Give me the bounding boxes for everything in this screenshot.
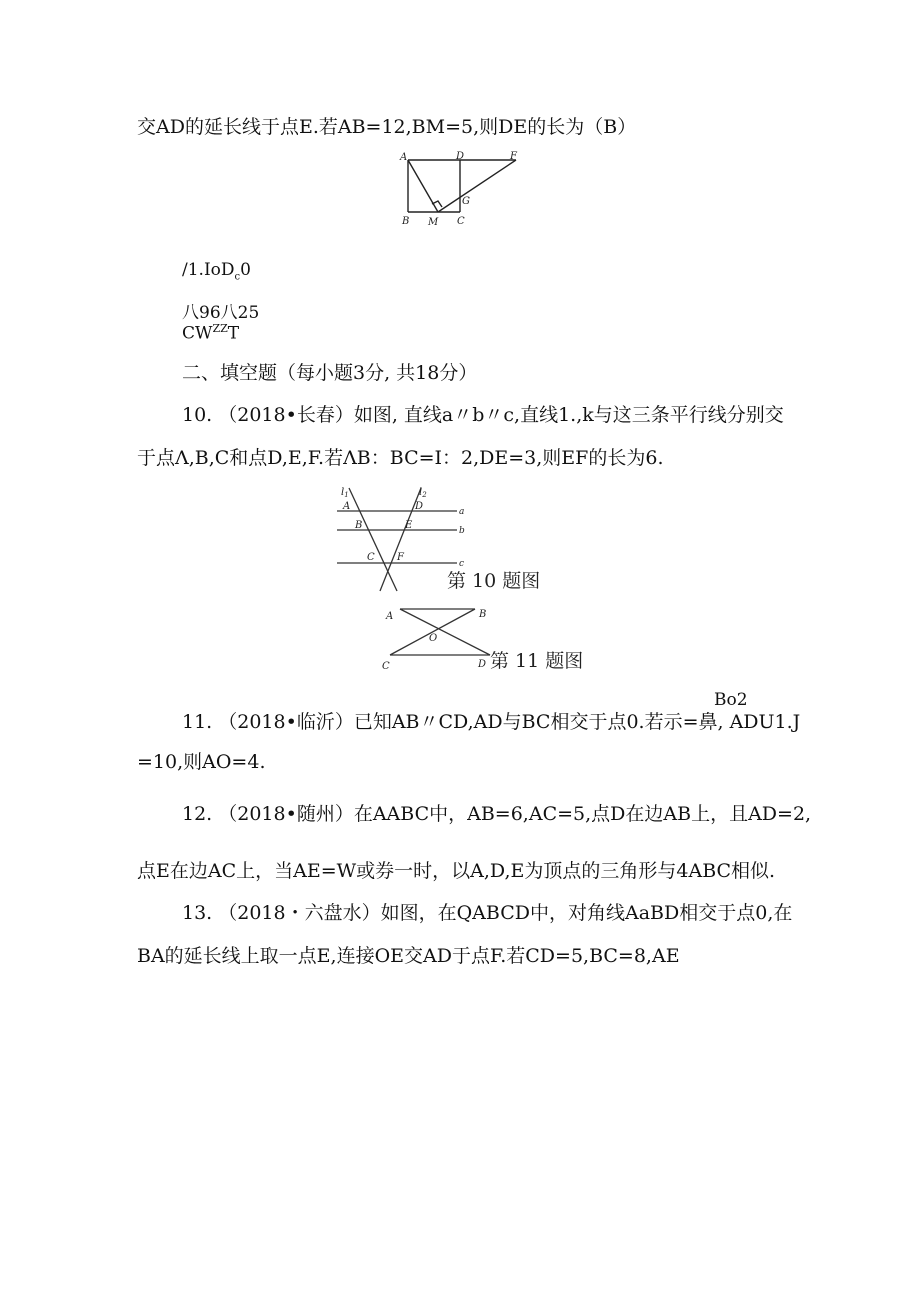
- label-c: c: [459, 559, 465, 569]
- label-C: C: [457, 216, 465, 227]
- label-D: D: [456, 151, 465, 162]
- question-13-line-2: BA的延长线上取一点E,连接OE交AD于点F.若CD=5,BC=8,AE: [137, 945, 680, 967]
- answer-line-3-a: CW: [182, 323, 213, 344]
- label-A: A: [400, 152, 408, 163]
- question-10-line-2: 于点Λ,B,C和点D,E,F.若ΛB：BC=I：2,DE=3,则EF的长为6.: [137, 447, 664, 469]
- answer-line-2: 八96八25: [182, 303, 260, 323]
- figure-q9: [398, 150, 538, 230]
- label-l1: $l_1$: [341, 487, 349, 499]
- label-C: C: [382, 661, 390, 672]
- label-G: G: [462, 196, 470, 207]
- label-M: M: [428, 217, 439, 228]
- answer-line-1-text: /1.IoD: [182, 260, 235, 280]
- label-O: O: [429, 633, 438, 644]
- label-E: E: [405, 520, 413, 531]
- question-10-line-1: 10. （2018•长春）如图, 直线a〃b〃c,直线1.,k与这三条平行线分别交: [182, 404, 784, 426]
- answer-line-1: [182, 260, 251, 282]
- answer-line-3-sup: ZZ: [212, 322, 228, 335]
- question-12-line-2: 点E在边AC上，当AE=W或券一时，以A,D,E为顶点的三角形与4ABC相似.: [137, 860, 776, 882]
- label-B: B: [479, 609, 487, 620]
- question-12-line-1: 12. （2018•随州）在AABC中，AB=6,AC=5,点D在边AB上，且AD=2,: [182, 803, 812, 825]
- stray-fraction-text: Bo2: [714, 690, 748, 710]
- figure-q10: [335, 483, 575, 593]
- label-F: F: [397, 552, 404, 563]
- figure-11-caption: 第 11 题图: [490, 650, 584, 672]
- label-D: D: [478, 659, 487, 670]
- section-heading: 二、填空题（每小题3分, 共18分）: [182, 362, 478, 384]
- label-A: A: [386, 611, 394, 622]
- question-9-tail: 交AD的延长线于点E.若AB=12,BM=5,则DE的长为（B）: [137, 116, 637, 138]
- figure-10-caption: 第 10 题图: [447, 570, 541, 592]
- question-13-line-1: 13. （2018・六盘水）如图，在QABCD中，对角线AaBD相交于点0,在: [182, 902, 793, 924]
- label-B: B: [355, 520, 363, 531]
- label-a: a: [459, 507, 465, 517]
- question-11-line-2: =10,则AO=4.: [137, 751, 266, 773]
- answer-line-1-end: 0: [240, 260, 251, 280]
- label-A: A: [343, 501, 351, 512]
- figure-q11: [378, 597, 638, 677]
- label-F: F: [510, 151, 517, 162]
- label-l2: $l_2$: [419, 487, 427, 499]
- answer-line-3-b: T: [227, 323, 240, 344]
- label-B: B: [402, 216, 410, 227]
- label-b: b: [459, 526, 465, 536]
- label-D: D: [415, 501, 424, 512]
- answer-line-1-sub: c: [234, 271, 241, 283]
- question-11-line-1: 11. （2018•临沂）已知AB〃CD,AD与BC相交于点0.若示=鼻, ADU1.J: [182, 711, 801, 733]
- answer-line-3: [182, 322, 239, 344]
- label-C: C: [367, 552, 375, 563]
